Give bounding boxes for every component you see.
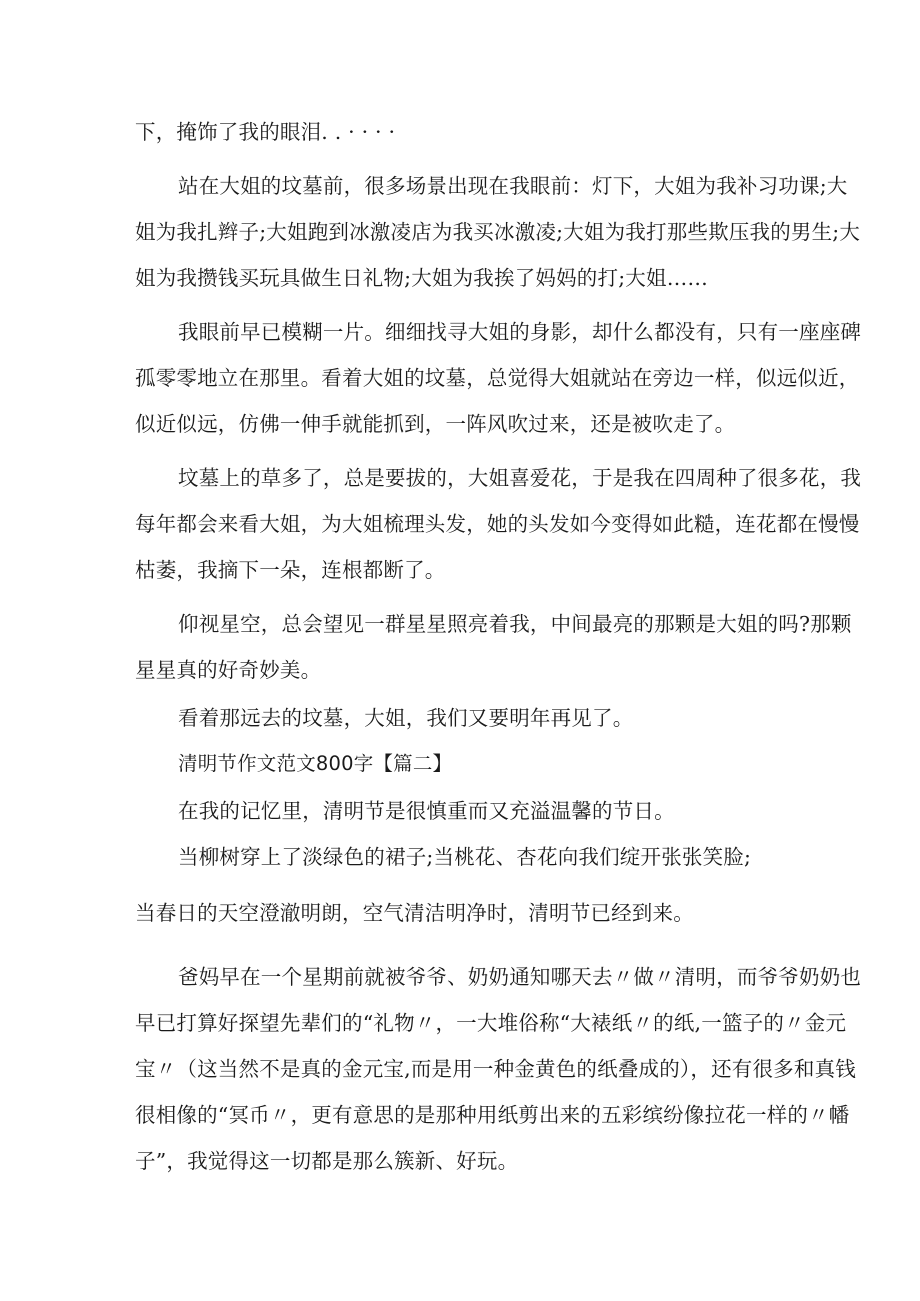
paragraph-line: 爸妈早在一个星期前就被爷爷、奶奶通知哪天去〃做〃清明，而爷爷奶奶也	[178, 965, 862, 989]
paragraph-line: 看着那远去的坟墓，大姐，我们又要明年再见了。	[178, 706, 634, 730]
paragraph-line: 下，掩饰了我的眼泪. . · · · ·	[135, 120, 396, 144]
paragraph-line: 宝〃（这当然不是真的金元宝,而是用一种金黄色的纸叠成的），还有很多和真钱	[135, 1057, 856, 1081]
section-heading: 清明节作文范文800字【篇二】	[178, 752, 453, 775]
paragraph-line: 子”，我觉得这一切都是那么簇新、好玩。	[135, 1149, 519, 1173]
paragraph-line: 坟墓上的草多了，总是要拔的，大姐喜爱花，于是我在四周种了很多花，我	[178, 466, 862, 490]
paragraph-line: 仰视星空，总会望见一群星星照亮着我，中间最亮的那颗是大姐的吗?那颗	[178, 612, 852, 636]
paragraph-line: 孤零零地立在那里。看着大姐的坟墓，总觉得大姐就站在旁边一样，似远似近，	[135, 366, 860, 390]
paragraph-line: 站在大姐的坟墓前，很多场景出现在我眼前：灯下，大姐为我补习功课;大	[178, 174, 848, 198]
paragraph-line: 当柳树穿上了淡绿色的裙子;当桃花、杏花向我们绽开张张笑脸;	[178, 845, 752, 869]
paragraph-line: 我眼前早已模糊一片。细细找寻大姐的身影，却什么都没有，只有一座座碑	[178, 320, 862, 344]
paragraph-line: 在我的记忆里，清明节是很慎重而又充溢温馨的节日。	[178, 799, 675, 823]
paragraph-line: 姐为我扎辫子;大姐跑到冰激凌店为我买冰激凌;大姐为我打那些欺压我的男生;大	[135, 220, 861, 244]
paragraph-line: 每年都会来看大姐，为大姐梳理头发，她的头发如今变得如此糙，连花都在慢慢	[135, 512, 860, 536]
paragraph-line: 星星真的好奇妙美。	[135, 658, 322, 682]
paragraph-line: 早已打算好探望先辈们的“礼物〃，一大堆俗称“大裱纸〃的纸,一篮子的〃金元	[135, 1011, 847, 1035]
paragraph-line: 当春日的天空澄澈明朗，空气清洁明净时，清明节已经到来。	[135, 901, 694, 925]
paragraph-line: 姐为我攒钱买玩具做生日礼物;大姐为我挨了妈妈的打;大姐……	[135, 266, 709, 290]
paragraph-line: 很相像的“冥币〃，更有意思的是那种用纸剪出来的五彩缤纷像拉花一样的〃幡	[135, 1103, 850, 1127]
paragraph-line: 枯萎，我摘下一朵，连根都断了。	[135, 558, 446, 582]
paragraph-line: 似近似远，仿佛一伸手就能抓到，一阵风吹过来，还是被吹走了。	[135, 412, 736, 436]
